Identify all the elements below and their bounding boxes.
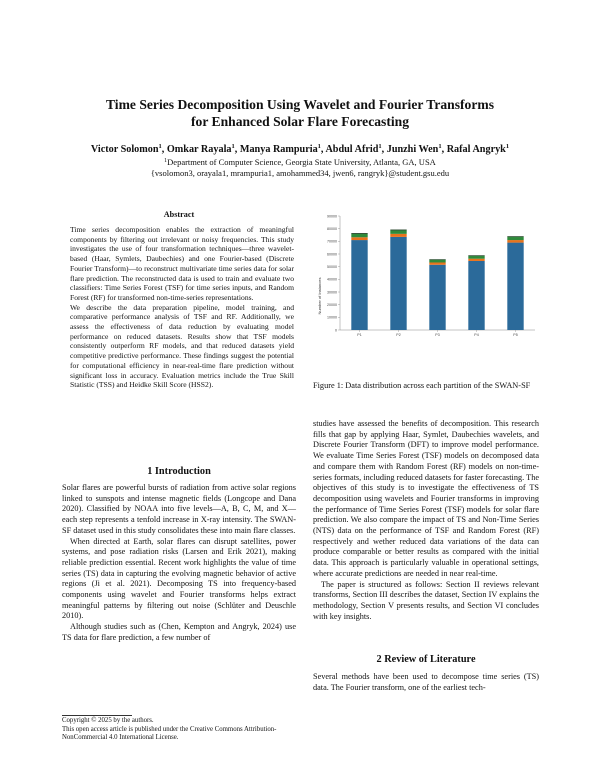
bar-chart — [310, 210, 540, 380]
y-tick-label: 20000 — [327, 302, 337, 307]
y-tick-label: 90000 — [327, 214, 337, 219]
bar-segment-nf — [351, 240, 367, 330]
section-heading-review: 2 Review of Literature — [376, 654, 476, 665]
license-line: This open access article is published under the Creative Commons Attribution-NonCommercial 4.0 International License. — [62, 725, 277, 742]
footnote-rule — [62, 715, 132, 716]
title-line-2: for Enhanced Solar Flare Forecasting — [191, 114, 409, 129]
author: Manya Rampuria$^1$ — [239, 143, 321, 155]
author-emails: {vsolomon3, orayala1, mrampuria1, amohammed34, jwen6, rangryk}@student.gsu.edu — [150, 168, 450, 178]
author: Junzhi Wen$^1$ — [386, 143, 442, 155]
x-tick-label: P5 — [513, 333, 518, 337]
abstract-heading: Abstract — [163, 210, 195, 219]
introduction-body — [62, 483, 296, 644]
x-tick-label: P2 — [396, 333, 401, 337]
bar-segment-b — [390, 230, 406, 233]
bar-segment-nf — [390, 237, 406, 330]
y-axis-label: Number of Instances — [317, 277, 322, 315]
introduction-continued — [313, 419, 539, 622]
title-line-1: Time Series Decomposition Using Wavelet and Fourier Transforms — [105, 97, 495, 112]
abstract-section — [62, 210, 296, 390]
author: Victor Solomon$^1$ — [90, 143, 162, 155]
abstract-paragraph: We describe the data preparation pipeline, model training, and comparative performance analysis of TSF and RF. Additionally, we assess the effectiveness of data reduction by evaluating model performance on reduced datasets. Results show that TSF models consistently outperform RF models, and that reduced datasets yield competitive predictive performance. These findings suggest the potential for computational efficiency in near-real-time flare prediction without significant loss in accuracy. Evaluation metrics include the True Skill Statistic (TSS) and Heidke Skill Score (HSS2). — [70, 302, 294, 390]
bar-segment-b — [351, 234, 367, 237]
abstract-paragraph: Time series decomposition enables the extraction of meaningful components by filtering out irrelevant or noisy frequencies. This study investigates the use of four transformation techniques—three wavelet-based (Haar, Symlets, Daubechies) and one Fourier-based (Discrete Fourier Transform)—to reconstruct multivariate time series data for solar flare prediction. The reconstructed data is used to train and evaluate two classifiers: Time Series Forest (TSF) for time series inputs, and Random Forest (RF) for transformed non-time-series representations. — [70, 225, 294, 302]
bar-segment-nf — [429, 265, 445, 330]
y-tick-label: 30000 — [327, 290, 337, 295]
x-tick-label: P3 — [435, 333, 440, 337]
bar-segment-nf — [507, 243, 523, 330]
bar-segment-c — [351, 237, 367, 240]
paragraph: Several methods have been used to decompose time series (TS) data. The Fourier transform, one of the earliest tech- — [313, 672, 539, 692]
author: Abdul Afrid$^1$ — [325, 143, 382, 155]
bar-segment-c — [468, 259, 484, 261]
y-tick-label: 50000 — [327, 264, 337, 269]
paper-title — [60, 96, 540, 130]
y-tick-label: 80000 — [327, 226, 337, 231]
paragraph: Although studies such as (Chen, Kempton and Angryk, 2024) use TS data for flare prediction, a few number of — [62, 622, 296, 642]
author-list: Victor Solomon$^1$, Omkar Rayala$^1$, Manya Rampuria$^1$, Abdul Afrid$^1$, Junzhi Wen$^1$, Rafal Angryk$^1$ — [90, 143, 510, 155]
abstract-body — [70, 225, 294, 390]
x-tick-label: P1 — [357, 333, 362, 337]
affiliation: $^1$Department of Computer Science, Georgia State University, Atlanta, GA, USA — [164, 157, 436, 167]
paragraph: When directed at Earth, solar flares can disrupt satellites, power systems, and pose radiation risks (Larsen and Erik 2021), making reliable prediction essential. Recent work highlights the value of time series (TS) data in capturing the evolving magnetic behavior of active regions (Ji et al. 2021). Decomposing TS into frequency-based components using wavelet and Fourier transforms helps extract meaningful patterns by filtering out noise (Schlüter and Deuschle 2010). — [62, 536, 296, 621]
y-tick-label: 0 — [335, 328, 337, 333]
y-tick-label: 60000 — [327, 252, 337, 257]
figure-caption: Figure 1: Data distribution across each partition of the SWAN-SF — [313, 381, 531, 390]
review-body — [313, 672, 539, 693]
bar-segment-c — [507, 240, 523, 243]
bar-segment-mx — [390, 230, 406, 231]
y-tick-label: 70000 — [327, 239, 337, 244]
bar-segment-nf — [468, 261, 484, 330]
section-heading-introduction: 1 Introduction — [147, 466, 211, 477]
x-tick-label: P4 — [474, 333, 479, 337]
bar-segment-c — [429, 262, 445, 264]
bar-segment-b — [429, 260, 445, 263]
figure-1-chart — [310, 210, 540, 380]
bar-segment-mx — [468, 255, 484, 256]
bar-segment-mx — [507, 236, 523, 237]
y-tick-label: 10000 — [327, 315, 337, 320]
bar-segment-mx — [351, 233, 367, 234]
bar-segment-b — [468, 256, 484, 259]
bar-segment-b — [507, 237, 523, 240]
paragraph: Solar flares are powerful bursts of radiation from active solar regions linked to sunspots and intense magnetic fields (Longcope and Dana 2020). Classified by NOAA into five levels—A, B, C, M, and X—each step represents a tenfold increase in X-ray intensity. The SWAN-SF dataset used in this study consolidates these into main flare classes. — [62, 483, 296, 535]
bar-segment-c — [390, 234, 406, 237]
author: Rafal Angryk$^1$ — [446, 143, 510, 155]
paragraph: The paper is structured as follows: Section II reviews relevant transforms, Section III describes the dataset, Section IV explains the methodology, Section V presents results, and Section VI concludes with key insights. — [313, 579, 539, 621]
y-tick-label: 40000 — [327, 277, 337, 282]
copyright-line: Copyright © 2025 by the authors. — [62, 717, 154, 724]
bar-segment-mx — [429, 259, 445, 260]
author: Omkar Rayala$^1$ — [166, 143, 235, 155]
paragraph: studies have assessed the benefits of decomposition. This research fills that gap by applying Haar, Symlet, Daubechies wavelets, and Discrete Fourier Transform (DFT) to improve model performance. We evaluate Time Series Forest (TSF) models on decomposed data and compare them with Random Forest (RF) models on non-time-series formats, including reduced datasets for faster forecasting. The objectives of this study is to investigate the effectiveness of TS decomposition using wavelets and Fourier transforms in improving the performance of Time Series Forest (TSF) models for solar flare prediction. We also compare the impact of TS and Non-Time Series (NTS) data on the performance of TSF and Random Forest (RF) respectively and wether reduced data variations of the data can produce comparable or better results as compared with the initial data. This approach is particularly valuable in operational settings, where accurate predictions are needed in near real-time. — [313, 419, 539, 578]
affiliation-block — [40, 156, 560, 179]
copyright-footnote — [62, 717, 302, 743]
